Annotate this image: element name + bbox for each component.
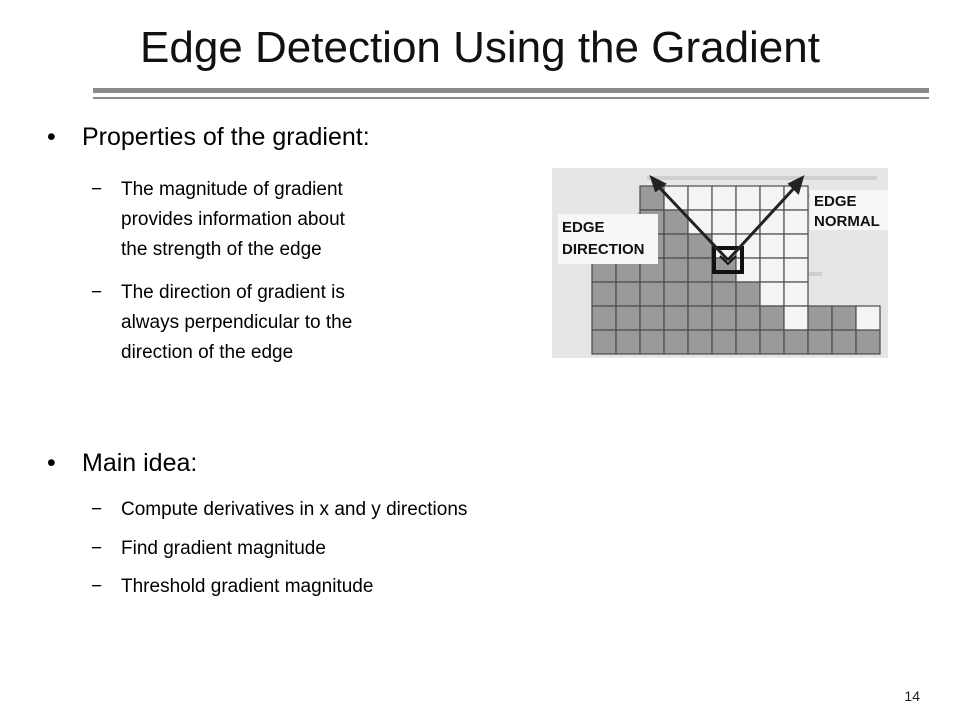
label-edge-direction-2: DIRECTION	[562, 241, 645, 258]
sub-item-line: The direction of gradient is	[121, 282, 345, 303]
sub-item-line: Compute derivatives in x and y directions	[121, 499, 468, 520]
slide-title: Edge Detection Using the Gradient	[140, 23, 820, 72]
bullet-main-idea-label: Main idea:	[82, 449, 198, 477]
edge-gradient-figure	[552, 168, 888, 358]
label-edge-direction-1: EDGE	[562, 219, 605, 236]
label-edge-normal-2: NORMAL	[814, 213, 880, 230]
dash-marker: −	[91, 538, 103, 559]
edge-gradient-diagram	[552, 168, 888, 358]
dash-marker: −	[91, 282, 103, 303]
sub-item-line: always perpendicular to the	[121, 312, 353, 333]
sub-item-line: provides information about	[121, 209, 345, 230]
label-edge-normal-1: EDGE	[814, 193, 857, 210]
sub-item-line: direction of the edge	[121, 342, 294, 363]
sub-item-line: Find gradient magnitude	[121, 538, 326, 559]
dash-marker: −	[91, 576, 103, 597]
sub-item-line: The magnitude of gradient	[121, 179, 343, 200]
sub-item-line: Threshold gradient magnitude	[121, 576, 374, 597]
sub-item-line: the strength of the edge	[121, 239, 322, 260]
dash-marker: −	[91, 499, 103, 520]
title-rule-thick	[93, 88, 929, 93]
bullet-dot: •	[47, 449, 56, 477]
title-rule-thin	[93, 97, 929, 99]
page-number: 14	[904, 688, 920, 704]
dash-marker: −	[91, 179, 103, 200]
bullet-properties-label: Properties of the gradient:	[82, 123, 370, 151]
bullet-dot: •	[47, 123, 56, 151]
